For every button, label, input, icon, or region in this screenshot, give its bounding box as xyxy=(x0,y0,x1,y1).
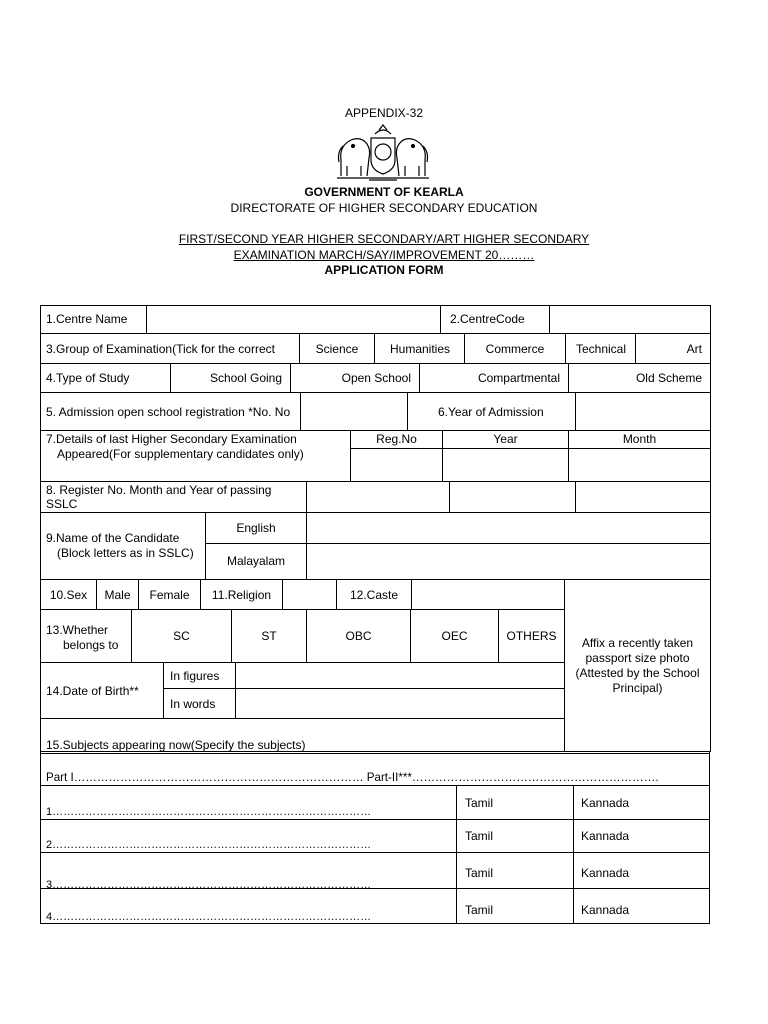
dob-in-words-label: In words xyxy=(170,697,216,711)
dob-words-field[interactable] xyxy=(236,689,564,718)
sslc-label-line1: 8. Register No. Month and Year of passing xyxy=(46,483,272,497)
candidate-name-label-line2: (Block letters as in SSLC) xyxy=(57,546,194,560)
group-option-art[interactable]: Art xyxy=(686,342,702,356)
dob-label: 14.Date of Birth** xyxy=(46,684,139,698)
last-year-field[interactable] xyxy=(443,449,568,481)
centre-name-label: 1.Centre Name xyxy=(46,312,128,326)
sslc-register-field[interactable] xyxy=(307,482,449,512)
category-option-oec[interactable]: OEC xyxy=(441,629,468,643)
name-english-field[interactable] xyxy=(307,513,710,543)
study-option-school-going[interactable]: School Going xyxy=(209,371,282,385)
subject-row-1-tamil[interactable]: Tamil xyxy=(465,796,494,810)
group-option-technical[interactable]: Technical xyxy=(575,342,627,356)
category-option-st[interactable]: ST xyxy=(261,629,277,643)
subject-row-1[interactable]: 1…………………………………………………………………………… xyxy=(46,806,372,818)
centre-name-field[interactable] xyxy=(147,306,440,333)
group-option-humanities[interactable]: Humanities xyxy=(389,342,451,356)
sex-option-male[interactable]: Male xyxy=(104,588,131,602)
belongs-label-line2: belongs to xyxy=(63,638,119,652)
part-line: Part I………………………………………………………………… Part-II***………………………………………………………. xyxy=(46,771,659,784)
centre-code-field[interactable] xyxy=(550,306,710,333)
study-type-label: 4.Type of Study xyxy=(46,371,130,385)
caste-label: 12.Caste xyxy=(349,588,399,602)
subjects-label: 15.Subjects appearing now(Specify the subjects) xyxy=(46,738,306,752)
year-header: Year xyxy=(493,432,518,446)
category-option-others[interactable]: OTHERS xyxy=(506,629,557,643)
subject-row-3-kannada[interactable]: Kannada xyxy=(581,866,630,880)
last-reg-no-field[interactable] xyxy=(351,449,442,481)
year-admission-field[interactable] xyxy=(576,393,710,430)
admission-open-label: 5. Admission open school registration *No. No xyxy=(46,405,291,419)
subject-row-4-kannada[interactable]: Kannada xyxy=(581,903,630,917)
photo-instruction-line3: (Attested by the School xyxy=(575,666,700,680)
group-option-science[interactable]: Science xyxy=(315,342,359,356)
name-english-label: English xyxy=(236,521,276,535)
photo-instruction-line4: Principal) xyxy=(612,681,663,695)
exam-title-line1: FIRST/SECOND YEAR HIGHER SECONDARY/ART HIGHER SECONDARY xyxy=(178,232,590,246)
religion-label: 11.Religion xyxy=(211,588,272,602)
photo-instruction-line2: passport size photo xyxy=(585,651,690,665)
name-malayalam-field[interactable] xyxy=(307,544,710,579)
last-exam-label-line2: Appeared(For supplementary candidates only) xyxy=(57,447,304,461)
subject-row-2[interactable]: 2…………………………………………………………………………… xyxy=(46,839,372,851)
study-option-old-scheme[interactable]: Old Scheme xyxy=(635,371,702,385)
sex-option-female[interactable]: Female xyxy=(149,588,190,602)
subject-row-2-kannada[interactable]: Kannada xyxy=(581,829,630,843)
last-exam-label-line1: 7.Details of last Higher Secondary Examination xyxy=(46,432,297,446)
subject-row-1-kannada[interactable]: Kannada xyxy=(581,796,630,810)
name-malayalam-label: Malayalam xyxy=(226,554,286,568)
candidate-name-label-line1: 9.Name of the Candidate xyxy=(46,531,180,545)
subject-row-4[interactable]: 4…………………………………………………………………………… xyxy=(46,911,372,923)
subject-row-4-tamil[interactable]: Tamil xyxy=(465,903,494,917)
year-admission-label: 6.Year of Admission xyxy=(438,405,544,419)
sex-label: 10.Sex xyxy=(49,588,88,602)
group-option-commerce[interactable]: Commerce xyxy=(485,342,545,356)
belongs-label-line1: 13.Whether xyxy=(46,623,109,637)
religion-field[interactable] xyxy=(283,580,336,609)
category-option-sc[interactable]: SC xyxy=(173,629,190,643)
directorate-title: DIRECTORATE OF HIGHER SECONDARY EDUCATION xyxy=(230,201,538,215)
dob-figures-field[interactable] xyxy=(236,663,564,688)
admission-number-field[interactable] xyxy=(301,393,407,430)
subject-row-3-tamil[interactable]: Tamil xyxy=(465,866,494,880)
exam-title-line2: EXAMINATION MARCH/SAY/IMPROVEMENT 20……… xyxy=(233,248,535,262)
sslc-year-field[interactable] xyxy=(576,482,710,512)
sslc-month-field[interactable] xyxy=(450,482,575,512)
study-option-compartmental[interactable]: Compartmental xyxy=(477,371,560,385)
appendix-number: APPENDIX-32 xyxy=(344,106,424,120)
category-option-obc[interactable]: OBC xyxy=(345,629,372,643)
centre-code-label: 2.CentreCode xyxy=(450,312,525,326)
reg-no-header: Reg.No xyxy=(376,432,417,446)
month-header: Month xyxy=(622,432,657,446)
photo-instruction-line1: Affix a recently taken xyxy=(581,636,694,650)
last-month-field[interactable] xyxy=(569,449,710,481)
study-option-open-school[interactable]: Open School xyxy=(341,371,411,385)
form-title: APPLICATION FORM xyxy=(324,263,444,277)
subject-row-2-tamil[interactable]: Tamil xyxy=(465,829,494,843)
dob-in-figures-label: In figures xyxy=(170,669,220,683)
group-label: 3.Group of Examination(Tick for the correct xyxy=(46,342,275,356)
subject-row-3[interactable]: 3…………………………………………………………………………… xyxy=(46,879,372,891)
caste-field[interactable] xyxy=(412,580,564,609)
sslc-label-line2: SSLC xyxy=(46,497,78,511)
government-title: GOVERNMENT OF KEARLA xyxy=(304,185,464,199)
